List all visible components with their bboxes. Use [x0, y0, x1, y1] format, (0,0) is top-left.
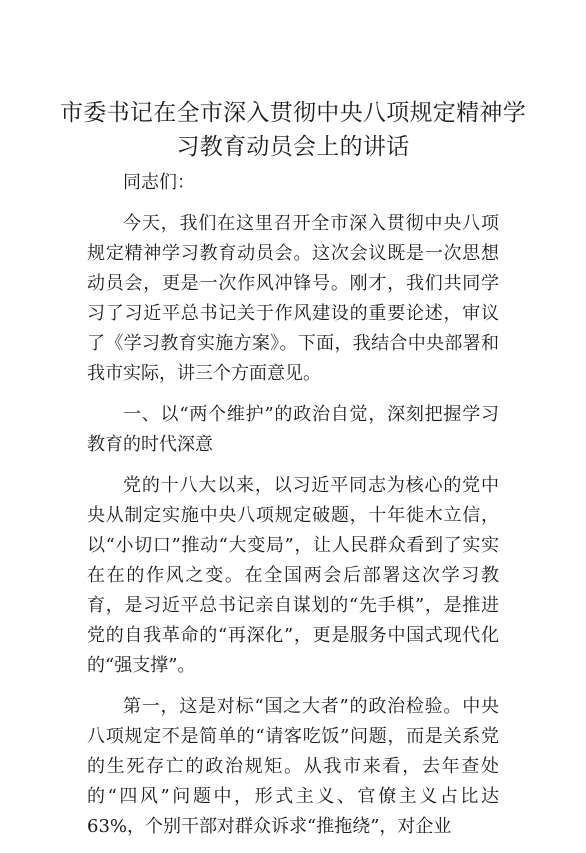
document-body: [87, 168, 499, 853]
paragraph: 党的十八大以来，以习近平同志为核心的党中央从制定实施中央八项规定破题，十年徙木立信，以“小切口”推动“大变局”，让人民群众看到了实实在在的作风之变。在全国两会后部署这次学习教育，是习近平总书记亲自谋划的“先手棋”，是推进党的自我革命的“再深化”，更是服务中国式现代化的“强支撑”。: [87, 475, 499, 676]
section-heading: 一、以“两个维护”的政治自觉，深刻把握学习教育的时代深意: [87, 404, 499, 455]
salutation: 同志们：: [123, 172, 195, 193]
document-title: 市委书记在全市深入贯彻中央八项规定精神学习教育动员会上的讲话: [60, 100, 526, 160]
paragraph: 第一，这是对标“国之大者”的政治检验。中央八项规定不是简单的“请客吃饭”问题，而是关系党的生死存亡的政治规矩。从我市来看，去年查处的“四风”问题中，形式主义、官僚主义占比达63%，个别干部对群众诉求“推拖绕”，对企业: [87, 696, 499, 837]
paragraph: 今天，我们在这里召开全市深入贯彻中央八项规定精神学习教育动员会。这次会议既是一次思想动员会，更是一次作风冲锋号。刚才，我们共同学习了习近平总书记关于作风建设的重要论述，审议了《学习教育实施方案》。下面，我结合中央部署和我市实际，讲三个方面意见。: [87, 213, 499, 384]
